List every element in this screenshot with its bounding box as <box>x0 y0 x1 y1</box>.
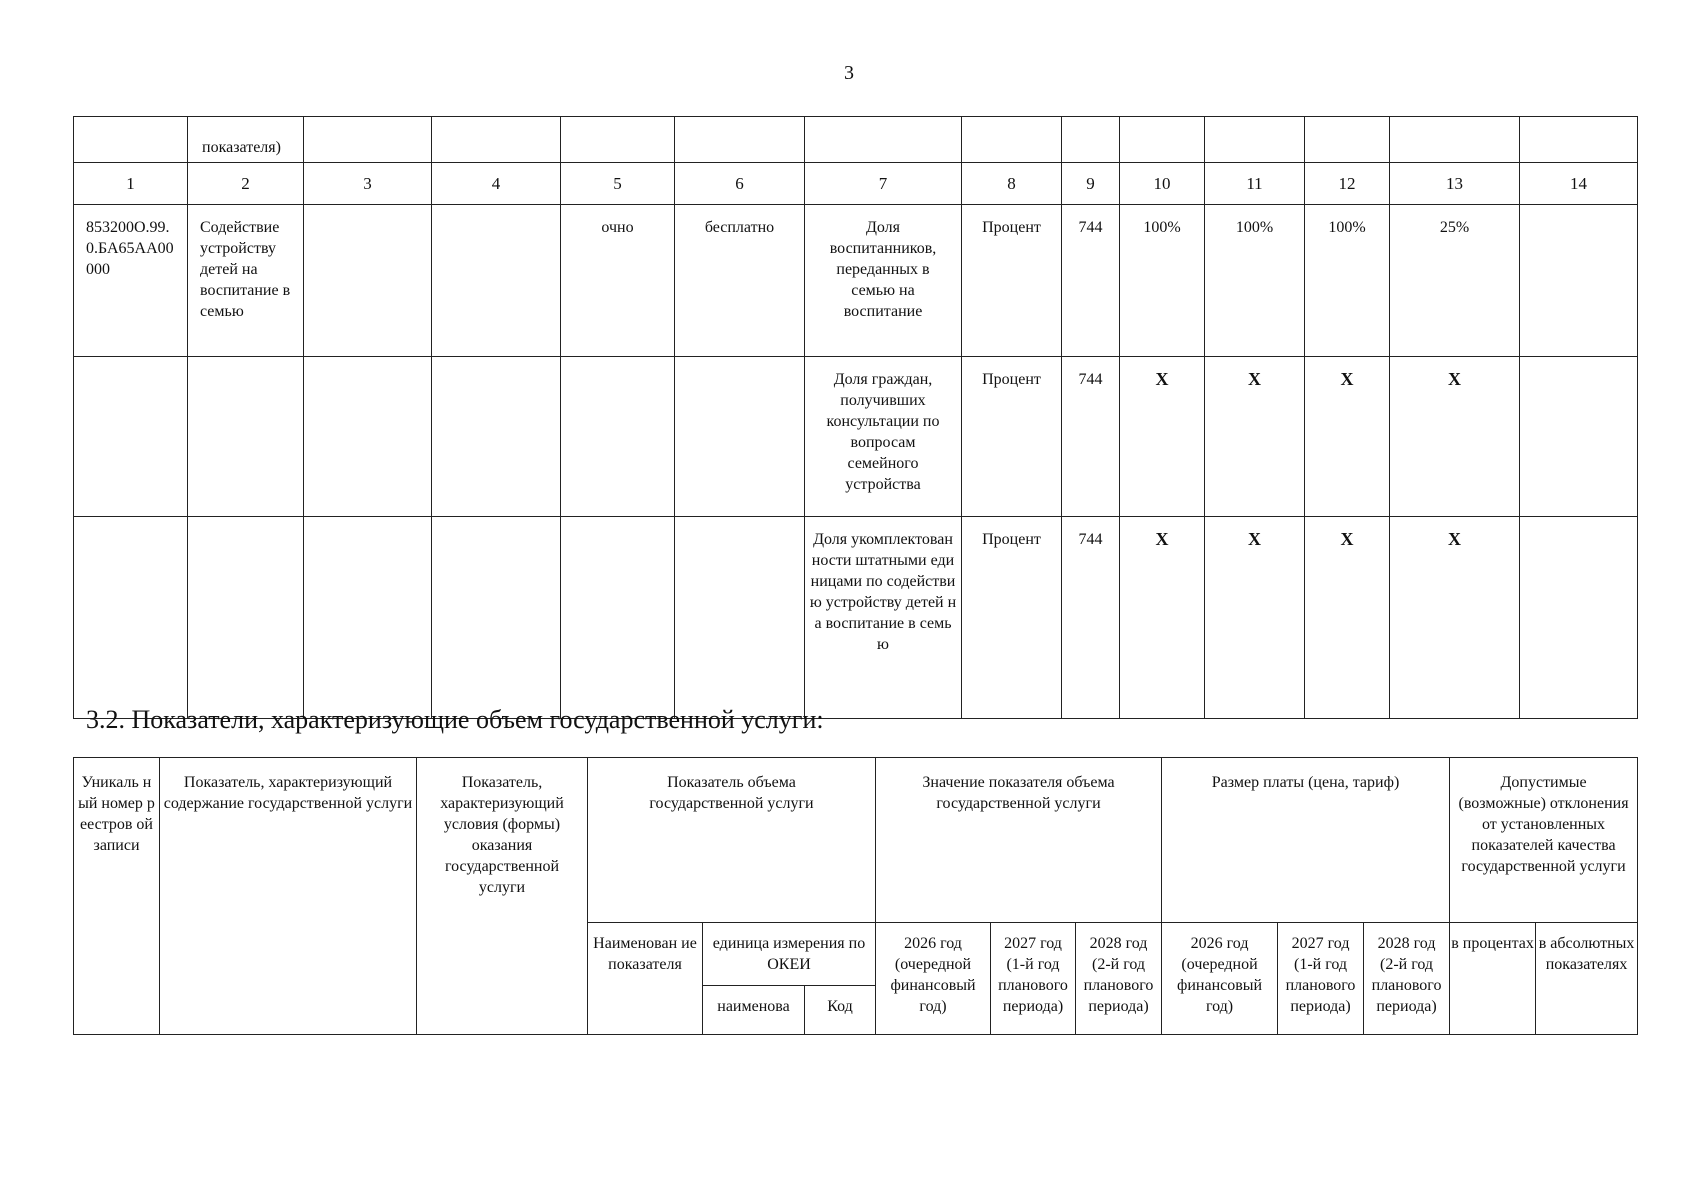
allowed-deviation: X <box>1390 517 1520 719</box>
header-fee: Размер платы (цена, тариф) <box>1162 758 1450 923</box>
header-indicator-name: Наименован ие показателя <box>588 923 703 1035</box>
value-2026: X <box>1120 357 1205 517</box>
header-row-1 <box>74 758 1638 923</box>
service-content: Содействие устройству детей на воспитание в семью <box>188 205 304 357</box>
column-number: 3 <box>304 163 432 205</box>
column-number: 6 <box>675 163 805 205</box>
table-row <box>74 357 1638 517</box>
column-number: 2 <box>188 163 304 205</box>
header-year-2028: 2028 год (2-й год планового периода) <box>1076 923 1162 1035</box>
indicator-name: Доля укомплектованности штатными единицами по содействию устройству детей на воспитание в семью <box>805 517 962 719</box>
column-number: 9 <box>1062 163 1120 205</box>
header-deviation-absolute: в абсолютных показателях <box>1536 923 1638 1035</box>
value-2027: X <box>1205 517 1305 719</box>
okei-code: 744 <box>1062 205 1120 357</box>
indicator-name: Доля воспитанников, переданных в семью на воспитание <box>805 205 962 357</box>
header-year-2027: 2027 год (1-й год планового периода) <box>991 923 1076 1035</box>
volume-indicators-table <box>73 757 1638 1035</box>
allowed-deviation: 25% <box>1390 205 1520 357</box>
header-fee-2028: 2028 год (2-й год планового периода) <box>1364 923 1450 1035</box>
indicator-name: Доля граждан, получивших консультации по вопросам семейного устройства <box>805 357 962 517</box>
value-2026: X <box>1120 517 1205 719</box>
okei-code: 744 <box>1062 517 1120 719</box>
column-number: 10 <box>1120 163 1205 205</box>
header-content-indicator: Показатель, характеризующий содержание государственной услуги <box>160 758 417 1035</box>
service-form: очно <box>561 205 675 357</box>
header-allowed-deviation: Допустимые (возможные) отклонения от установленных показателей качества государственной услуги <box>1450 758 1638 923</box>
column-number: 7 <box>805 163 962 205</box>
value-2027: 100% <box>1205 205 1305 357</box>
value-2028: 100% <box>1305 205 1390 357</box>
unit-name: Процент <box>962 357 1062 517</box>
header-unit-name: наименова <box>703 986 805 1035</box>
header-unique-number: Уникаль ный номер реестров ой записи <box>74 758 160 1035</box>
column-number: 13 <box>1390 163 1520 205</box>
column-number-row <box>74 163 1638 205</box>
quality-indicators-table <box>73 116 1638 719</box>
column-number: 8 <box>962 163 1062 205</box>
section-title: 3.2. Показатели, характеризующие объем государственной услуги: <box>86 705 824 734</box>
header-year-2026: 2026 год (очередной финансовый год) <box>876 923 991 1035</box>
header-fee-2027: 2027 год (1-й год планового периода) <box>1278 923 1364 1035</box>
allowed-deviation: X <box>1390 357 1520 517</box>
header-volume-indicator: Показатель объема государственной услуги <box>588 758 876 923</box>
header-unit-code: Код <box>805 986 876 1035</box>
table-row <box>74 205 1638 357</box>
header-continuation-text: показателя) <box>188 117 304 163</box>
header-deviation-percent: в процентах <box>1450 923 1536 1035</box>
value-2028: X <box>1305 517 1390 719</box>
value-2027: X <box>1205 357 1305 517</box>
table-row <box>74 517 1638 719</box>
column-number: 1 <box>74 163 188 205</box>
page-number: 3 <box>844 62 854 84</box>
column-number: 4 <box>432 163 561 205</box>
header-conditions-indicator: Показатель, характеризующий условия (формы) оказания государственной услуги <box>417 758 588 1035</box>
value-2026: 100% <box>1120 205 1205 357</box>
value-2028: X <box>1305 357 1390 517</box>
column-number: 11 <box>1205 163 1305 205</box>
header-continuation-row <box>74 117 1638 163</box>
column-number: 5 <box>561 163 675 205</box>
header-fee-2026: 2026 год (очередной финансовый год) <box>1162 923 1278 1035</box>
header-okei-unit: единица измерения по ОКЕИ <box>703 923 876 986</box>
payment-type: бесплатно <box>675 205 805 357</box>
column-number: 14 <box>1520 163 1638 205</box>
registry-code: 853200О.99.0.БА65АА00000 <box>74 205 188 357</box>
okei-code: 744 <box>1062 357 1120 517</box>
header-volume-value: Значение показателя объема государственной услуги <box>876 758 1162 923</box>
unit-name: Процент <box>962 205 1062 357</box>
unit-name: Процент <box>962 517 1062 719</box>
column-number: 12 <box>1305 163 1390 205</box>
